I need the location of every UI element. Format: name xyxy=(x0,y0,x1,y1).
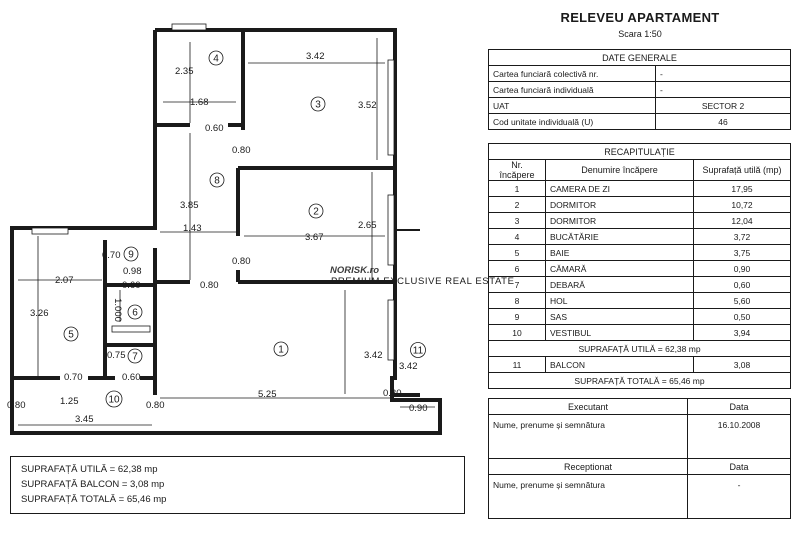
dim-label: 2.35 xyxy=(175,66,194,77)
room-5-label: 5 xyxy=(68,329,74,341)
room-3-label: 3 xyxy=(315,99,321,111)
summary-util: SUPRAFAȚĂ UTILĂ = 62,38 mp xyxy=(21,464,158,475)
dim-label: 3.52 xyxy=(358,100,377,111)
surface-summary xyxy=(10,456,465,514)
table-row: 7 DEBARĂ 0,60 xyxy=(489,277,791,293)
table-row: 11 BALCON 3,08 xyxy=(489,357,791,373)
dim-label: 5.25 xyxy=(258,389,277,400)
dim-label: 0.98 xyxy=(123,266,142,277)
room-7-label: 7 xyxy=(132,351,138,363)
dim-label: 0.80 xyxy=(146,400,165,411)
col-header: Suprafață utilă (mp) xyxy=(694,160,791,181)
dim-label: 0.90 xyxy=(409,403,428,414)
util-total: SUPRAFAȚĂ UTILĂ = 62,38 mp xyxy=(489,341,791,357)
dim-label: 3.42 xyxy=(364,350,383,361)
dim-label: 3.26 xyxy=(30,308,49,319)
table-row: 2 DORMITOR 10,72 xyxy=(489,197,791,213)
grand-total: SUPRAFAȚĂ TOTALĂ = 65,46 mp xyxy=(489,373,791,389)
watermark-brand: NORISK.ro xyxy=(330,265,380,276)
dim-label: 0.80 xyxy=(232,145,251,156)
table-row: 5 BAIE 3,75 xyxy=(489,245,791,261)
dim-label: 0.60 xyxy=(122,280,141,291)
dim-label: 0.60 xyxy=(205,123,224,134)
table-row: 1 CAMERA DE ZI 17,95 xyxy=(489,181,791,197)
table-row: 6 CĂMARĂ 0,90 xyxy=(489,261,791,277)
room-8-label: 8 xyxy=(214,175,220,187)
recapitulatie-header: RECAPITULAȚIE xyxy=(489,144,791,160)
dim-label: 0.80 xyxy=(200,280,219,291)
table-row: 4 BUCĂTĂRIE 3,72 xyxy=(489,229,791,245)
dim-label: 0.80 xyxy=(232,256,251,267)
table-row: Cartea funciară individuală - xyxy=(489,82,791,98)
summary-total: SUPRAFAȚĂ TOTALĂ = 65,46 mp xyxy=(21,494,167,505)
dim-label: 1.25 xyxy=(60,396,79,407)
scale-label: Scara 1:50 xyxy=(618,29,662,39)
date-generale-table xyxy=(488,49,791,130)
dim-label: 1.000 xyxy=(112,298,123,322)
receptionat-table: Receptionat Data Nume, prenume și semnătura - xyxy=(488,458,791,519)
table-row: 8 HOL 5,60 xyxy=(489,293,791,309)
dim-label: 0.80 xyxy=(383,388,402,399)
room-9-label: 9 xyxy=(128,249,134,261)
dim-label: 0.70 xyxy=(64,372,83,383)
dim-label: 1.43 xyxy=(183,223,202,234)
dim-label: 0.75 xyxy=(107,350,126,361)
table-row: 9 SAS 0,50 xyxy=(489,309,791,325)
room-1-label: 1 xyxy=(278,344,284,356)
col-header: Denumire încăpere xyxy=(546,160,694,181)
dim-label: 2.07 xyxy=(55,275,74,286)
dim-label: 0.80 xyxy=(7,400,26,411)
dim-label: 2.65 xyxy=(358,220,377,231)
dim-label: 0.70 xyxy=(102,250,121,261)
date-generale-header: DATE GENERALE xyxy=(489,50,791,66)
room-2-label: 2 xyxy=(313,206,319,218)
receptionat-signature: Nume, prenume și semnătura xyxy=(489,475,688,519)
executant-table: Executant Data Nume, prenume și semnătura 16.10.2008 xyxy=(488,398,791,459)
room-11-label: 11 xyxy=(412,345,424,357)
dim-label: 3.85 xyxy=(180,200,199,211)
col-header: Nr. încăpere xyxy=(489,160,546,181)
dim-label: 3.42 xyxy=(399,361,418,372)
dim-label: 3.42 xyxy=(306,51,325,62)
table-row: 3 DORMITOR 12,04 xyxy=(489,213,791,229)
windows xyxy=(32,24,394,360)
summary-balcony: SUPRAFAȚĂ BALCON = 3,08 mp xyxy=(21,479,165,490)
table-row: Cartea funciară colectivă nr. - xyxy=(489,66,791,82)
inner-walls xyxy=(14,32,420,395)
recapitulatie-table xyxy=(488,143,791,389)
dim-label: 3.45 xyxy=(75,414,94,425)
dim-label: 3.67 xyxy=(305,232,324,243)
table-row: Cod unitate individuală (U) 46 xyxy=(489,114,791,130)
dimension-labels xyxy=(7,51,428,425)
dim-label: 0.60 xyxy=(122,372,141,383)
room-6-label: 6 xyxy=(132,307,138,319)
room-4-label: 4 xyxy=(213,53,219,65)
table-row: UAT SECTOR 2 xyxy=(489,98,791,114)
page-title: RELEVEU APARTAMENT xyxy=(560,10,720,25)
dim-label: 1.68 xyxy=(190,97,209,108)
receptionat-date: - xyxy=(688,475,791,519)
executant-date: 16.10.2008 xyxy=(688,415,791,459)
executant-signature: Nume, prenume și semnătura xyxy=(489,415,688,459)
room-10-label: 10 xyxy=(108,394,120,406)
table-row: 10 VESTIBUL 3,94 xyxy=(489,325,791,341)
watermark-tagline: PREMIUM EXCLUSIVE REAL ESTATE xyxy=(331,276,515,287)
dimension-lines xyxy=(18,38,435,425)
